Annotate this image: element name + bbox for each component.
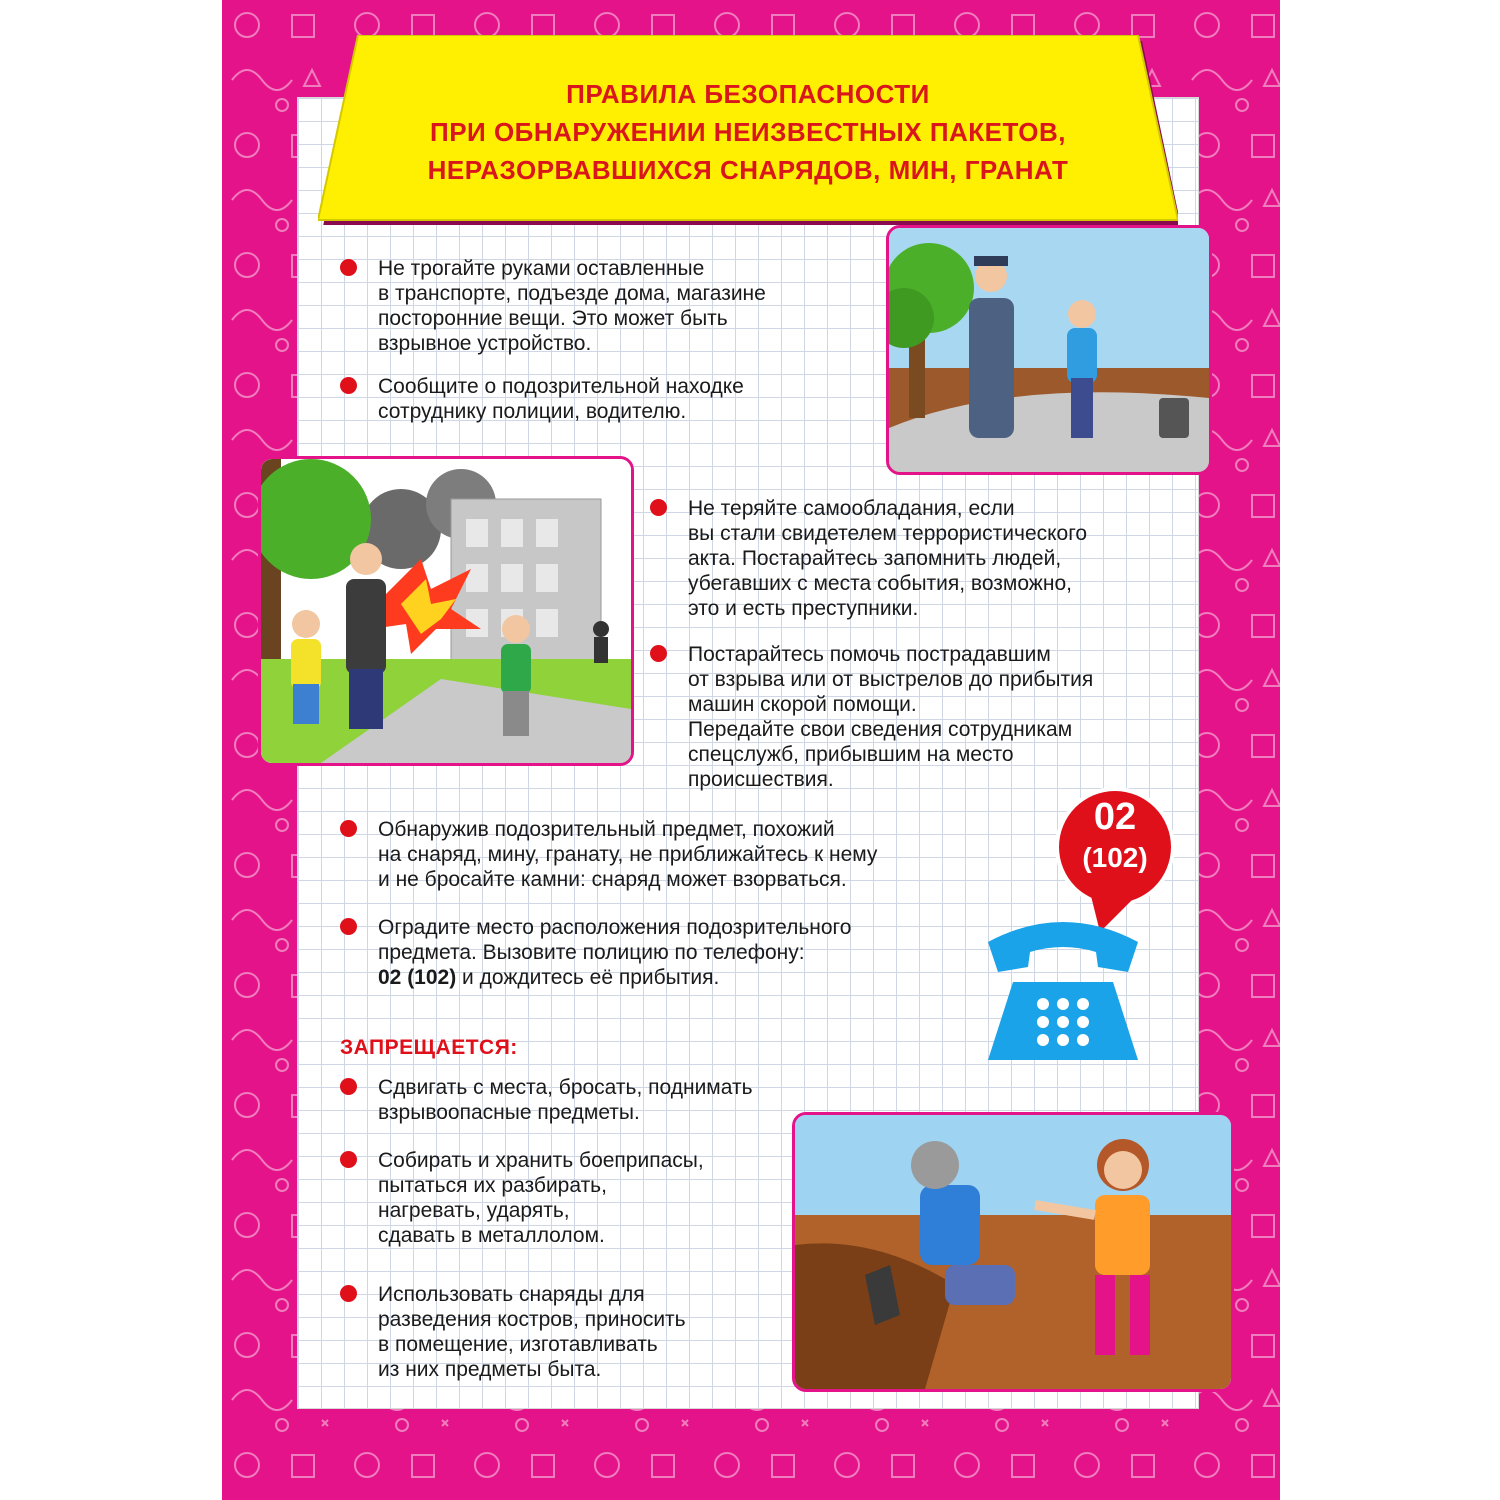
rule-item (688, 642, 1093, 792)
forbidden-heading: ЗАПРЕЩАЕТСЯ: (340, 1036, 518, 1059)
rule-line: посторонние вещи. Это может быть (378, 307, 728, 330)
rule-line: сотруднику полиции, водителю. (378, 400, 687, 423)
phone-number-bold: 02 (102) (378, 966, 457, 989)
rule-item (688, 496, 1087, 621)
forbidden-line: сдавать в металлолом. (378, 1224, 605, 1247)
bullet-icon (340, 377, 357, 394)
explosion-scene-illustration (258, 456, 634, 766)
rule-line: и не бросайте камни: снаряд может взорваться. (378, 868, 847, 891)
forbidden-line: разведения костров, приносить (378, 1308, 686, 1331)
children-finding-shell-illustration (792, 1112, 1234, 1392)
emergency-alt-number: (102) (1082, 842, 1148, 873)
bullet-icon (340, 259, 357, 276)
bullet-icon (340, 1151, 357, 1168)
rule-line: акта. Постарайтесь запомнить людей, (688, 547, 1062, 570)
rule-item (378, 256, 766, 356)
forbidden-line: Собирать и хранить боеприпасы, (378, 1149, 704, 1172)
forbidden-line: пытаться их разбирать, (378, 1174, 607, 1197)
title-line-1: ПРАВИЛА БЕЗОПАСНОСТИ (566, 79, 930, 109)
rule-item (378, 374, 744, 424)
forbidden-line: нагревать, ударять, (378, 1199, 570, 1222)
rule-line: машин скорой помощи. (688, 693, 917, 716)
bullet-icon (340, 820, 357, 837)
bullet-icon (340, 918, 357, 935)
rule-line: спецслужб, прибывшим на место (688, 743, 1014, 766)
rule-line: убегавших с места события, возможно, (688, 572, 1072, 595)
rule-line: предмета. Вызовите полицию по телефону: (378, 941, 805, 964)
forbidden-item (378, 1075, 753, 1125)
telephone-icon (978, 912, 1148, 1064)
rule-line-phone (378, 965, 851, 990)
forbidden-line: в помещение, изготавливать (378, 1333, 658, 1356)
rule-line: Постарайтесь помочь пострадавшим (688, 643, 1051, 666)
bullet-icon (650, 645, 667, 662)
title-line-2: ПРИ ОБНАРУЖЕНИИ НЕИЗВЕСТНЫХ ПАКЕТОВ, (430, 117, 1066, 147)
bullet-icon (340, 1078, 357, 1095)
rule-line: Обнаружив подозрительный предмет, похожий (378, 818, 835, 841)
rule-line: взрывное устройство. (378, 332, 592, 355)
bullet-icon (650, 499, 667, 516)
rule-line: вы стали свидетелем террористического (688, 522, 1088, 545)
title-line-3: НЕРАЗОРВАВШИХСЯ СНАРЯДОВ, МИН, ГРАНАТ (427, 155, 1069, 185)
rule-line: Не трогайте руками оставленные (378, 257, 705, 280)
rule-line: Передайте свои сведения сотрудникам (688, 718, 1073, 741)
rule-line: происшествия. (688, 768, 834, 791)
forbidden-line: Использовать снаряды для (378, 1283, 645, 1306)
forbidden-item (378, 1282, 686, 1382)
rule-item (378, 915, 851, 990)
rule-line: Сообщите о подозрительной находке (378, 375, 744, 398)
rule-line: это и есть преступники. (688, 597, 919, 620)
emergency-number: 02 (1093, 796, 1137, 838)
forbidden-item (378, 1148, 704, 1248)
forbidden-line: Сдвигать с места, бросать, поднимать (378, 1076, 753, 1099)
emergency-number-badge (1050, 782, 1180, 932)
rule-line: Оградите место расположения подозрительного (378, 916, 852, 939)
rule-item (378, 817, 877, 892)
title-banner (318, 35, 1178, 225)
rule-line: Не теряйте самообладания, если (688, 497, 1015, 520)
forbidden-line: из них предметы быта. (378, 1358, 602, 1381)
page-title (318, 75, 1178, 189)
rule-line: в транспорте, подъезде дома, магазине (378, 282, 766, 305)
rule-line: на снаряд, мину, гранату, не приближайтесь к нему (378, 843, 878, 866)
phone-line-rest: и дождитесь её прибытия. (456, 966, 720, 989)
police-officer-illustration (886, 225, 1212, 475)
rule-line: от взрыва или от выстрелов до прибытия (688, 668, 1094, 691)
bullet-icon (340, 1285, 357, 1302)
forbidden-line: взрывоопасные предметы. (378, 1101, 640, 1124)
